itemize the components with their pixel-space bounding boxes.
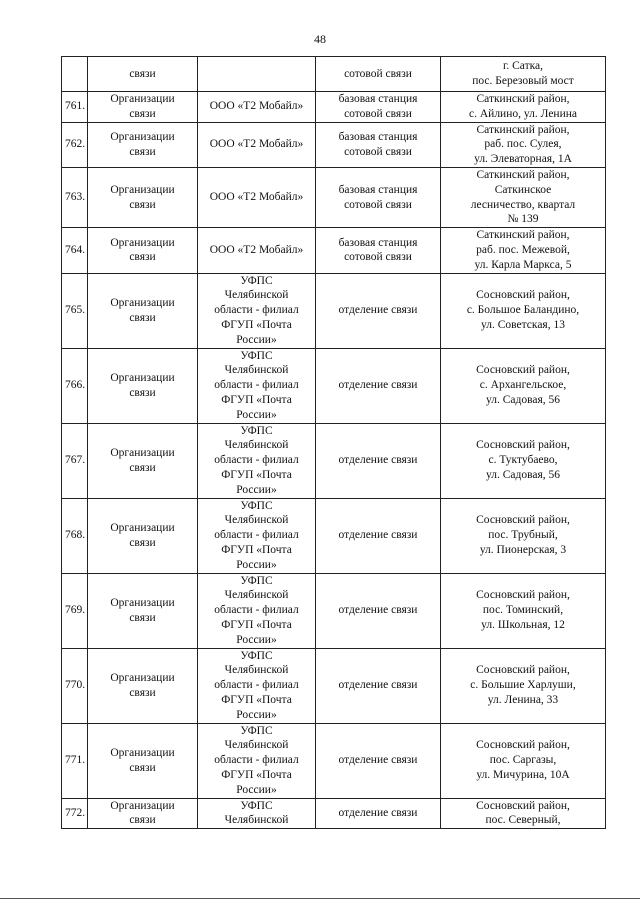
category-cell-line: Организации	[110, 596, 175, 609]
category-cell-line: Организации	[110, 130, 175, 143]
organization-cell-line: области - филиал	[214, 454, 299, 467]
category-cell	[88, 228, 198, 273]
organization-cell-line: Челябинской	[224, 589, 289, 602]
organization-cell-line: области - филиал	[214, 604, 299, 617]
organization-cell-line: Челябинской	[224, 289, 289, 302]
category-cell-line: Организации	[110, 93, 175, 105]
organization-cell-line: ООО «Т2 Мобайл»	[209, 191, 304, 204]
address-cell	[441, 723, 606, 798]
category-cell-line: связи	[129, 536, 156, 549]
object-cell-line: отделение связи	[338, 304, 418, 317]
organization-cell-line: УФПС	[240, 499, 273, 512]
category-cell-line: связи	[129, 761, 156, 774]
object-cell-line: базовая станция	[338, 183, 418, 196]
object-cell-line: сотовой связи	[344, 67, 412, 80]
address-cell-line: Сосновский район,	[476, 364, 570, 377]
address-cell-line: пос. Саргазы,	[489, 754, 557, 767]
address-cell-line: с. Архангельское,	[479, 379, 567, 392]
organization-cell-line: ФГУП «Почта	[221, 468, 292, 481]
organization-cell-line: ООО «Т2 Мобайл»	[209, 243, 304, 256]
object-cell	[316, 423, 441, 498]
row-number-cell: 766.	[62, 348, 88, 423]
category-cell	[88, 57, 198, 92]
organization-cell-line: России»	[236, 633, 277, 646]
category-cell-line: связи	[129, 67, 156, 80]
object-cell-line: сотовой связи	[344, 198, 412, 211]
object-cell-line: отделение связи	[338, 604, 418, 617]
category-cell-line: связи	[129, 145, 156, 158]
category-cell-line: Организации	[110, 446, 175, 459]
row-number-cell: 767.	[62, 423, 88, 498]
object-cell	[316, 723, 441, 798]
category-cell	[88, 498, 198, 573]
address-cell-line: Саткинский район,	[476, 229, 570, 242]
category-cell-line: связи	[129, 198, 156, 211]
page-number: 48	[314, 32, 326, 46]
object-cell	[316, 273, 441, 348]
row-number-cell: 764.	[62, 228, 88, 273]
address-cell	[441, 167, 606, 227]
category-cell-line: связи	[129, 814, 156, 827]
address-cell-line: Сосновский район,	[476, 289, 570, 302]
category-cell-line: связи	[129, 461, 156, 474]
organization-cell-line: России»	[236, 333, 277, 346]
bottom-rule	[0, 898, 640, 899]
address-cell-line: с. Большие Харлуши,	[470, 679, 576, 692]
category-cell-line: Организации	[110, 746, 175, 759]
category-cell-line: Организации	[110, 371, 175, 384]
category-cell-line: Организации	[110, 521, 175, 534]
object-cell	[316, 498, 441, 573]
object-cell-line: отделение связи	[338, 454, 418, 467]
registry-table-body	[62, 57, 606, 829]
address-cell-line: Саткинское	[494, 183, 552, 196]
category-cell	[88, 423, 198, 498]
row-number-cell: 761.	[62, 92, 88, 123]
table-row	[62, 57, 606, 92]
organization-cell-line: ФГУП «Почта	[221, 618, 292, 631]
category-cell	[88, 167, 198, 227]
address-cell-line: лесничество, квартал	[470, 198, 576, 211]
object-cell	[316, 122, 441, 167]
address-cell-line: Саткинский район,	[476, 93, 570, 105]
organization-cell-line: УФПС	[240, 424, 273, 437]
address-cell	[441, 348, 606, 423]
organization-cell-line: УФПС	[240, 274, 273, 287]
organization-cell-line: области - филиал	[214, 679, 299, 692]
organization-cell	[198, 122, 316, 167]
address-cell-line: Сосновский район,	[476, 589, 570, 602]
category-cell-line: Организации	[110, 296, 175, 309]
address-cell	[441, 122, 606, 167]
address-cell-line: пос. Северный,	[485, 814, 561, 827]
row-number-cell: 763.	[62, 167, 88, 227]
category-cell-line: связи	[129, 107, 156, 120]
organization-cell-line: области - филиал	[214, 529, 299, 542]
category-cell-line: связи	[129, 311, 156, 324]
address-cell-line: Сосновский район,	[476, 664, 570, 677]
address-cell-line: ул. Карла Маркса, 5	[474, 258, 572, 271]
category-cell	[88, 348, 198, 423]
address-cell-line: № 139	[507, 213, 539, 226]
organization-cell-line: области - филиал	[214, 379, 299, 392]
organization-cell	[198, 498, 316, 573]
address-cell-line: Сосновский район,	[476, 739, 570, 752]
organization-cell	[198, 92, 316, 123]
organization-cell-line: Челябинской	[224, 814, 289, 827]
object-cell-line: базовая станция	[338, 93, 418, 105]
organization-cell-line: УФПС	[240, 574, 273, 587]
object-cell-line: сотовой связи	[344, 145, 412, 158]
organization-cell-line: УФПС	[240, 724, 273, 737]
address-cell	[441, 498, 606, 573]
address-cell-line: ул. Советская, 13	[481, 318, 565, 331]
organization-cell-line: Челябинской	[224, 364, 289, 377]
address-cell-line: ул. Пионерская, 3	[479, 543, 567, 556]
organization-cell-line: России»	[236, 783, 277, 796]
row-number-cell: 769.	[62, 573, 88, 648]
object-cell	[316, 92, 441, 123]
category-cell	[88, 122, 198, 167]
organization-cell-line: УФПС	[240, 799, 273, 812]
address-cell-line: Сосновский район,	[476, 439, 570, 452]
object-cell	[316, 798, 441, 829]
object-cell	[316, 348, 441, 423]
organization-cell	[198, 348, 316, 423]
category-cell	[88, 723, 198, 798]
table-row	[62, 273, 606, 348]
organization-cell-line: ФГУП «Почта	[221, 318, 292, 331]
address-cell-line: раб. пос. Сулея,	[484, 138, 562, 151]
object-cell-line: отделение связи	[338, 379, 418, 392]
address-cell	[441, 573, 606, 648]
organization-cell	[198, 573, 316, 648]
organization-cell	[198, 57, 316, 92]
row-number-cell: 771.	[62, 723, 88, 798]
category-cell-line: связи	[129, 686, 156, 699]
table-row	[62, 423, 606, 498]
table-row	[62, 167, 606, 227]
object-cell	[316, 228, 441, 273]
address-cell-line: ул. Садовая, 56	[485, 468, 561, 481]
organization-cell-line: ФГУП «Почта	[221, 543, 292, 556]
address-cell-line: ул. Школьная, 12	[481, 618, 565, 631]
address-cell-line: ул. Элеваторная, 1А	[474, 153, 572, 166]
category-cell	[88, 92, 198, 123]
object-cell-line: базовая станция	[338, 130, 418, 143]
organization-cell-line: области - филиал	[214, 304, 299, 317]
row-number-cell: 765.	[62, 273, 88, 348]
object-cell-line: отделение связи	[338, 754, 418, 767]
category-cell	[88, 648, 198, 723]
organization-cell-line: России»	[236, 408, 277, 421]
object-cell	[316, 573, 441, 648]
organization-cell-line: Челябинской	[224, 664, 289, 677]
address-cell-line: ул. Мичурина, 10А	[476, 768, 570, 781]
address-cell	[441, 648, 606, 723]
table-row	[62, 723, 606, 798]
organization-cell-line: России»	[236, 483, 277, 496]
address-cell-line: ул. Ленина, 33	[487, 693, 559, 706]
address-cell-line: Сосновский район,	[476, 514, 570, 527]
table-row	[62, 92, 606, 123]
row-number-cell: 762.	[62, 122, 88, 167]
row-number-cell	[62, 57, 88, 92]
organization-cell	[198, 798, 316, 829]
table-row	[62, 228, 606, 273]
address-cell-line: ул. Садовая, 56	[485, 393, 561, 406]
organization-cell-line: области - филиал	[214, 754, 299, 767]
organization-cell-line: УФПС	[240, 649, 273, 662]
object-cell-line: базовая станция	[338, 236, 418, 249]
table-row	[62, 348, 606, 423]
object-cell-line: сотовой связи	[344, 107, 412, 120]
table-row	[62, 798, 606, 829]
address-cell-line: г. Сатка,	[502, 60, 544, 73]
address-cell-line: с. Большое Баландино,	[466, 304, 580, 317]
address-cell	[441, 423, 606, 498]
organization-cell-line: России»	[236, 558, 277, 571]
category-cell	[88, 273, 198, 348]
organization-cell-line: Челябинской	[224, 739, 289, 752]
row-number-cell: 772.	[62, 798, 88, 829]
organization-cell-line: ФГУП «Почта	[221, 693, 292, 706]
table-row	[62, 648, 606, 723]
category-cell-line: Организации	[110, 183, 175, 196]
address-cell	[441, 92, 606, 123]
category-cell-line: связи	[129, 251, 156, 264]
address-cell-line: пос. Томинский,	[482, 604, 564, 617]
category-cell	[88, 573, 198, 648]
organization-cell-line: ООО «Т2 Мобайл»	[209, 100, 304, 113]
row-number-cell: 768.	[62, 498, 88, 573]
object-cell-line: отделение связи	[338, 679, 418, 692]
object-cell-line: отделение связи	[338, 529, 418, 542]
category-cell	[88, 798, 198, 829]
organization-cell-line: Челябинской	[224, 514, 289, 527]
address-cell-line: раб. пос. Межевой,	[476, 243, 570, 256]
category-cell-line: связи	[129, 611, 156, 624]
object-cell	[316, 648, 441, 723]
category-cell-line: Организации	[110, 671, 175, 684]
organization-cell	[198, 423, 316, 498]
object-cell	[316, 167, 441, 227]
category-cell-line: связи	[129, 386, 156, 399]
object-cell-line: сотовой связи	[344, 251, 412, 264]
address-cell-line: Саткинский район,	[476, 123, 570, 136]
table-row	[62, 573, 606, 648]
category-cell-line: Организации	[110, 236, 175, 249]
address-cell-line: пос. Трубный,	[488, 529, 558, 542]
row-number-cell: 770.	[62, 648, 88, 723]
organization-cell-line: ООО «Т2 Мобайл»	[209, 138, 304, 151]
object-cell-line: отделение связи	[338, 806, 418, 819]
organization-cell-line: УФПС	[240, 349, 273, 362]
organization-cell	[198, 167, 316, 227]
organization-cell-line: ФГУП «Почта	[221, 393, 292, 406]
address-cell-line: с. Туктубаево,	[488, 454, 558, 467]
address-cell	[441, 57, 606, 92]
address-cell	[441, 228, 606, 273]
address-cell	[441, 798, 606, 829]
object-cell	[316, 57, 441, 92]
organization-cell-line: России»	[236, 708, 277, 721]
organization-cell-line: Челябинской	[224, 439, 289, 452]
table-row	[62, 498, 606, 573]
organization-cell	[198, 228, 316, 273]
registry-table	[61, 56, 606, 829]
organization-cell	[198, 648, 316, 723]
organization-cell-line: ФГУП «Почта	[221, 768, 292, 781]
table-row	[62, 122, 606, 167]
address-cell	[441, 273, 606, 348]
address-cell-line: с. Айлино, ул. Ленина	[469, 107, 577, 120]
address-cell-line: Сосновский район,	[476, 799, 570, 812]
address-cell-line: Саткинский район,	[476, 168, 570, 181]
organization-cell	[198, 273, 316, 348]
address-cell-line: пос. Березовый мост	[472, 75, 574, 87]
category-cell-line: Организации	[110, 799, 175, 812]
organization-cell	[198, 723, 316, 798]
